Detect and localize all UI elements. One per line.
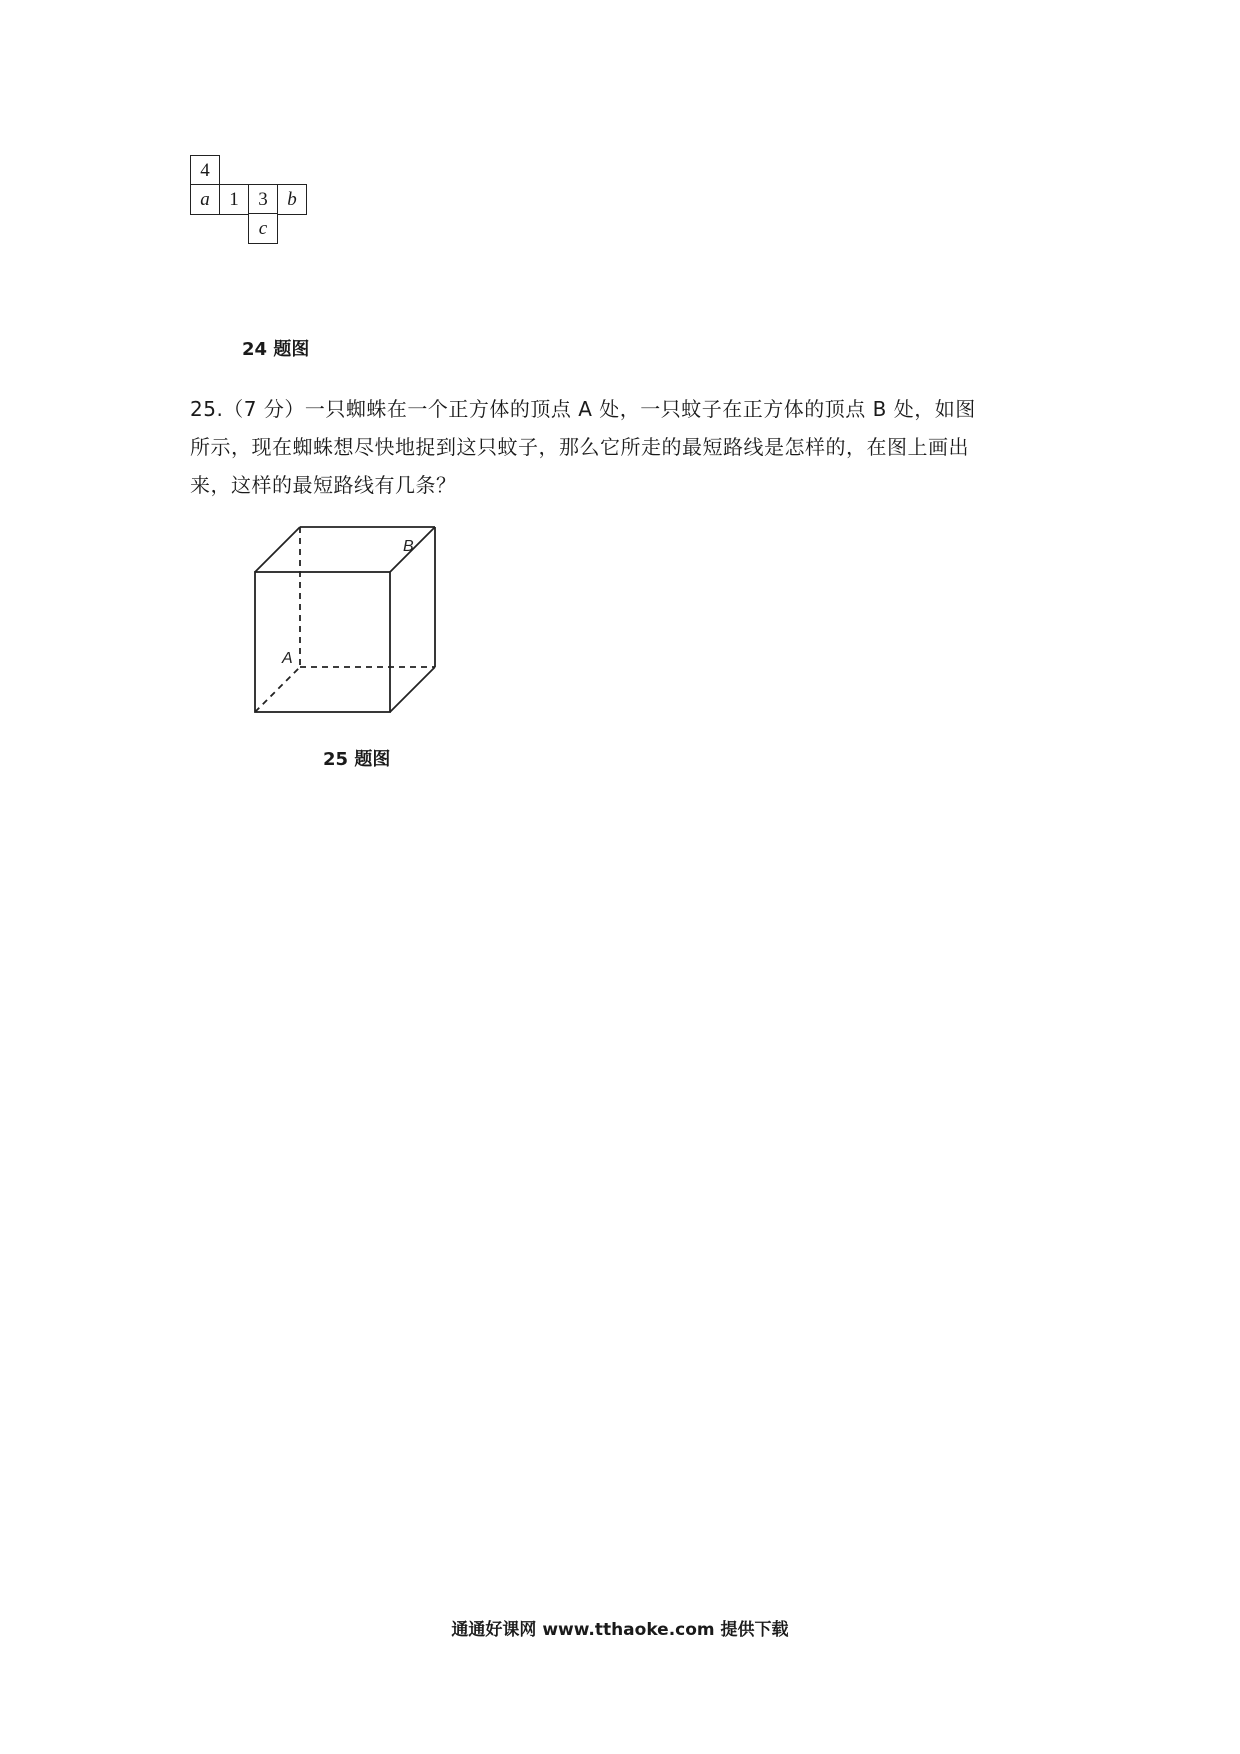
cube-figure <box>250 520 450 720</box>
figure-24-caption: 24 题图 <box>242 339 310 360</box>
question-25-line-2: 所示，现在蜘蛛想尽快地捉到这只蚊子，那么它所走的最短路线是怎样的，在图上画出 <box>190 435 969 459</box>
vertex-label-b: B <box>403 538 414 555</box>
vertex-label-a: A <box>282 650 293 667</box>
net-cell-3: 3 <box>248 184 278 215</box>
cube-front-face <box>255 572 390 712</box>
net-cell-top: 4 <box>190 155 220 186</box>
cube-diagram <box>250 520 450 720</box>
cube-edge-top-left <box>255 527 300 572</box>
question-25-text <box>190 390 1070 504</box>
question-25-line-1: 25.（7 分）一只蜘蛛在一个正方体的顶点 A 处，一只蚊子在正方体的顶点 B 处，如图 <box>190 397 976 421</box>
cube-net-figure <box>190 155 320 255</box>
net-cell-b: b <box>277 184 307 215</box>
footer-source: 通通好课网 www.tthaoke.com 提供下载 <box>451 1620 789 1640</box>
figure-25-caption: 25 题图 <box>323 749 391 770</box>
net-cell-c: c <box>248 213 278 244</box>
net-cell-1: 1 <box>219 184 249 215</box>
cube-edge-bottom-right <box>390 667 435 712</box>
cube-hidden-edge-bottom-left <box>255 667 300 712</box>
net-cell-a: a <box>190 184 220 215</box>
question-25-line-3: 来，这样的最短路线有几条？ <box>190 473 457 497</box>
